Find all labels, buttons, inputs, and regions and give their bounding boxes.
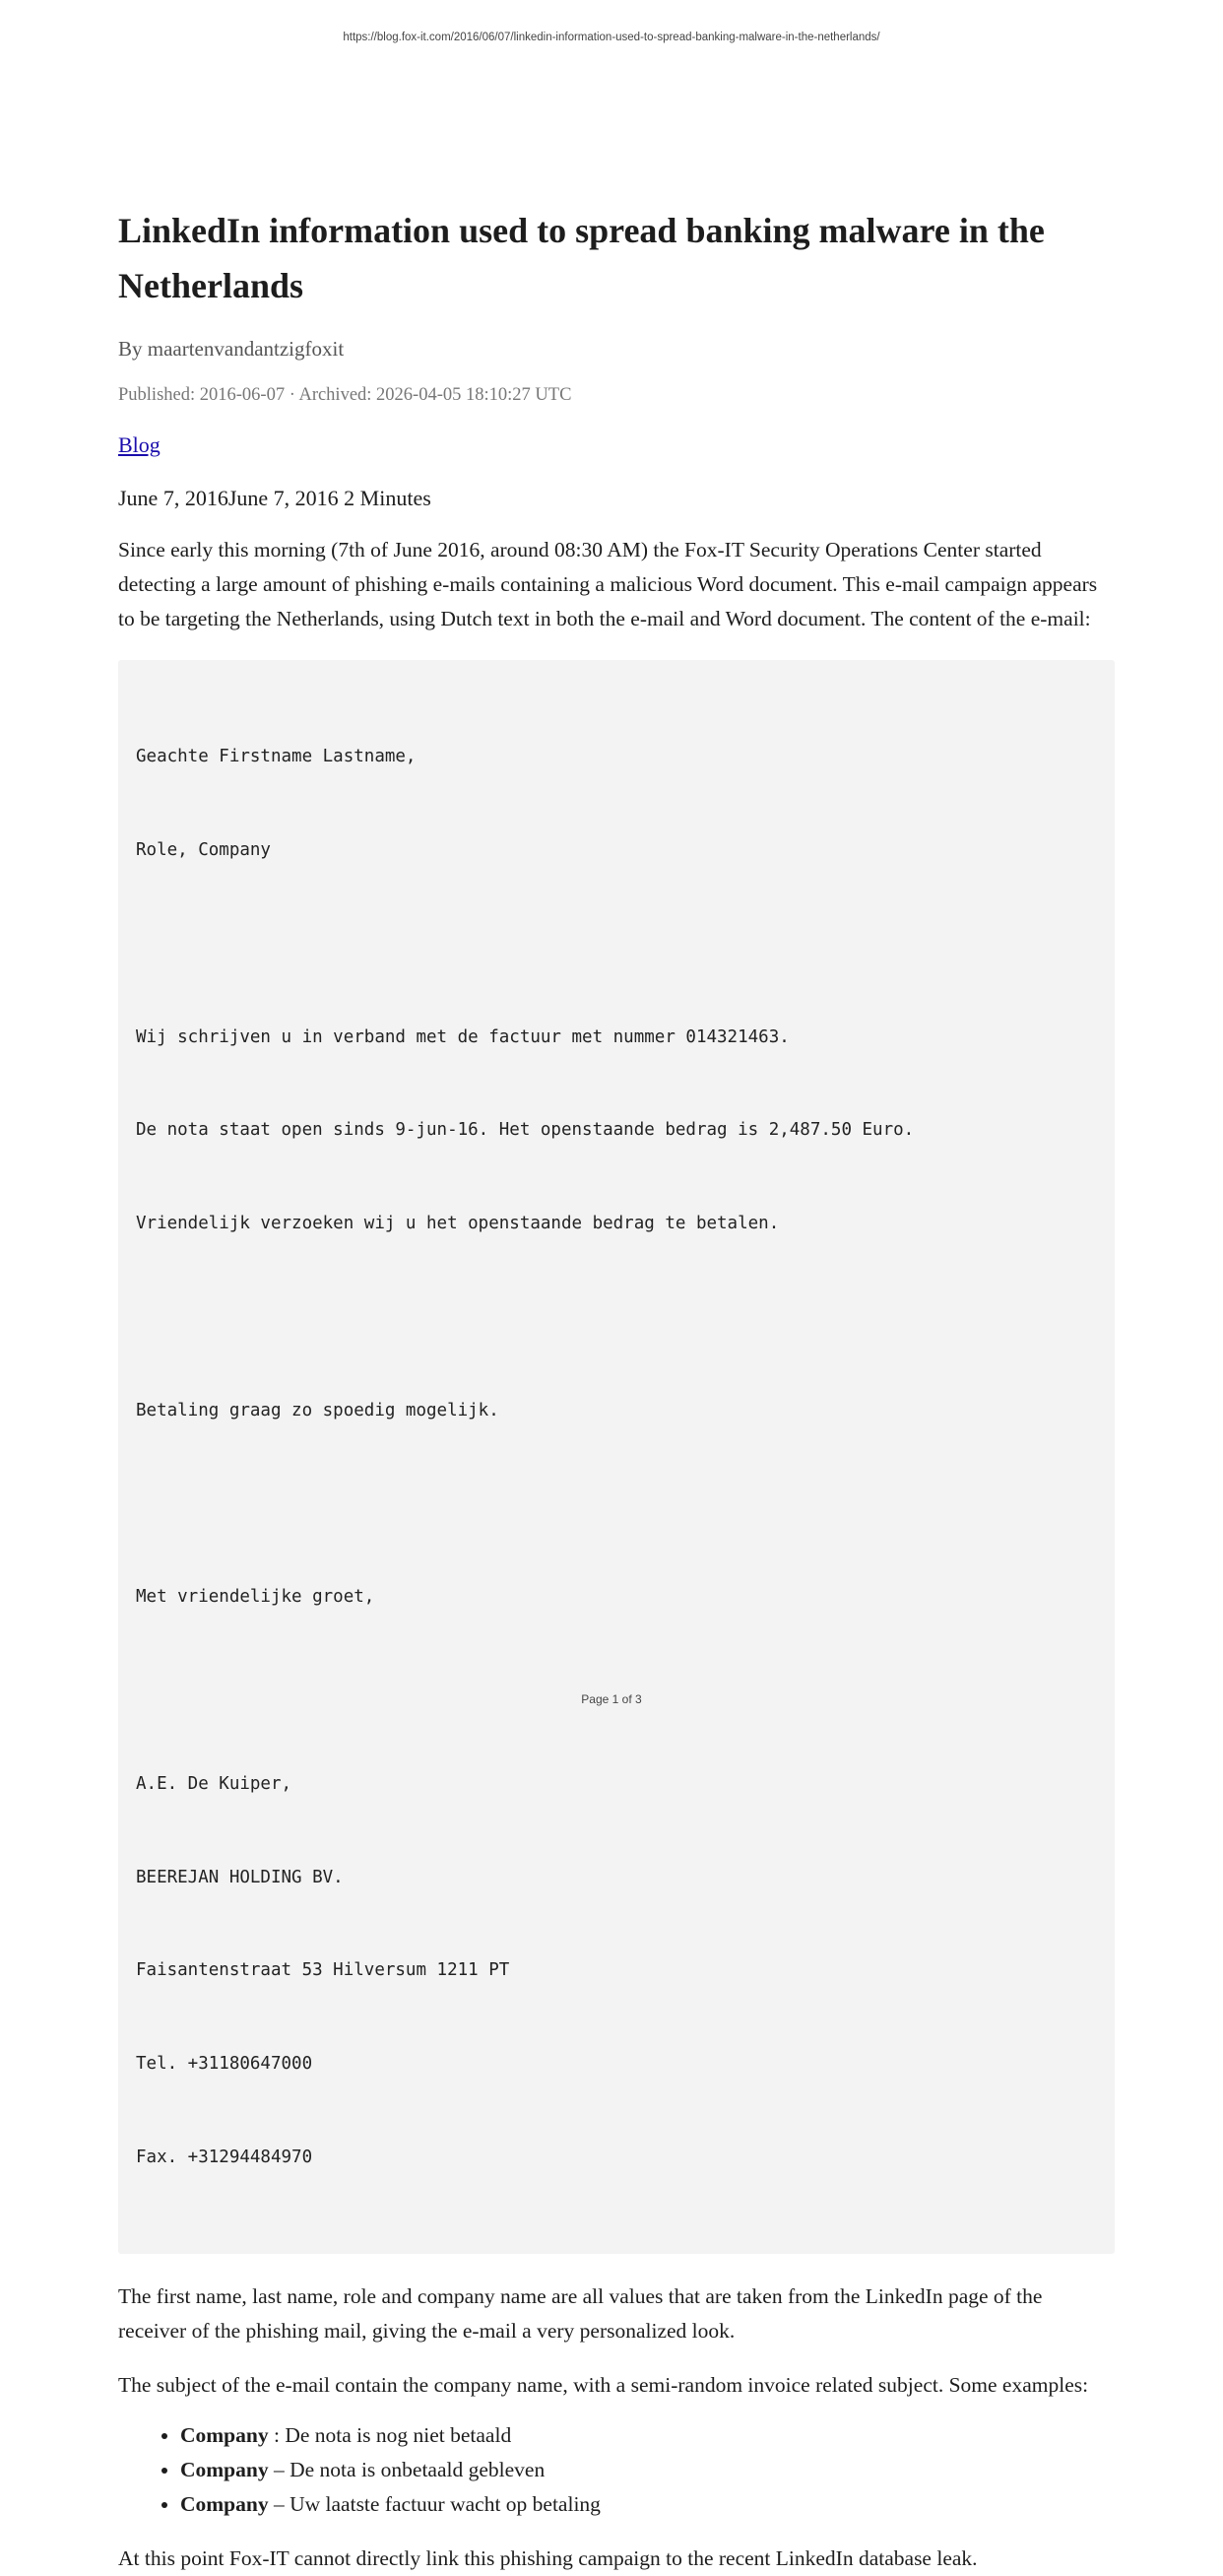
subject-paragraph: The subject of the e-mail contain the company name, with a semi-random invoice related subject. Some examples: (118, 2372, 1089, 2397)
page-url: https://blog.fox-it.com/2016/06/07/linkedin-information-used-to-spread-banking-malware-in-the-netherlands/ (343, 32, 880, 43)
list-item (180, 2487, 1115, 2522)
intro-paragraph: Since early this morning (7th of June 2016, around 08:30 AM) the Fox-IT Security Operations Center started detecting a large amount of phishing e-mails containing a malicious Word document. This e-mail campaign appears to be targeting the Netherlands, using Dutch text in both the e-mail and Word document. The content of the e-mail: (118, 538, 1098, 630)
category-link-blog[interactable]: Blog (118, 432, 161, 457)
email-code-block (118, 660, 1115, 2254)
email-line: A.E. De Kuiper, (136, 1773, 292, 1794)
list-item (180, 2453, 1115, 2487)
article-meta: Published: 2016-06-07 · Archived: 2026-04-05 18:10:27 UTC (118, 385, 572, 405)
article-dateline: June 7, 2016June 7, 2016 2 Minutes (118, 486, 431, 510)
email-line (136, 1488, 1097, 1520)
example-subject: – Uw laatste factuur wacht op betaling (268, 2491, 601, 2516)
email-line (136, 929, 1097, 960)
conclusion-paragraph: At this point Fox-IT cannot directly link this phishing campaign to the recent LinkedIn database leak. (118, 2545, 978, 2570)
email-line: Fax. +31294484970 (136, 2147, 313, 2167)
email-line: Vriendelijk verzoeken wij u het openstaande bedrag te betalen. (136, 1214, 780, 1234)
email-line: Met vriendelijke groet, (136, 1587, 375, 1608)
article-byline: By maartenvandantzigfoxit (118, 337, 345, 361)
subject-examples-list (118, 2418, 1115, 2522)
email-line: BEEREJAN HOLDING BV. (136, 1867, 344, 1887)
article (118, 203, 1115, 2576)
example-subject: – De nota is onbetaald gebleven (268, 2457, 546, 2481)
list-item (180, 2418, 1115, 2453)
company-label: Company (180, 2422, 269, 2447)
email-line: Tel. +31180647000 (136, 2054, 313, 2075)
email-line: Wij schrijven u in verband met de factuur met nummer 014321463. (136, 1026, 790, 1047)
company-label: Company (180, 2491, 269, 2516)
email-line: Role, Company (136, 839, 271, 860)
email-line: Betaling graag zo spoedig mogelijk. (136, 1400, 499, 1420)
personalized-paragraph: The first name, last name, role and company name are all values that are taken from the LinkedIn page of the receiver of the phishing mail, giving the e-mail a very personalized look. (118, 2283, 1043, 2343)
email-line: De nota staat open sinds 9-jun-16. Het openstaande bedrag is 2,487.50 Euro. (136, 1120, 915, 1141)
article-title: LinkedIn information used to spread banking malware in the Netherlands (118, 211, 1045, 305)
category (118, 430, 1115, 460)
email-line (136, 1302, 1097, 1334)
page-number: Page 1 of 3 (581, 1692, 642, 1706)
example-subject: : De nota is nog niet betaald (268, 2422, 512, 2447)
email-line: Geachte Firstname Lastname, (136, 747, 417, 767)
company-label: Company (180, 2457, 269, 2481)
email-line: Faisantenstraat 53 Hilversum 1211 PT (136, 1960, 510, 1981)
